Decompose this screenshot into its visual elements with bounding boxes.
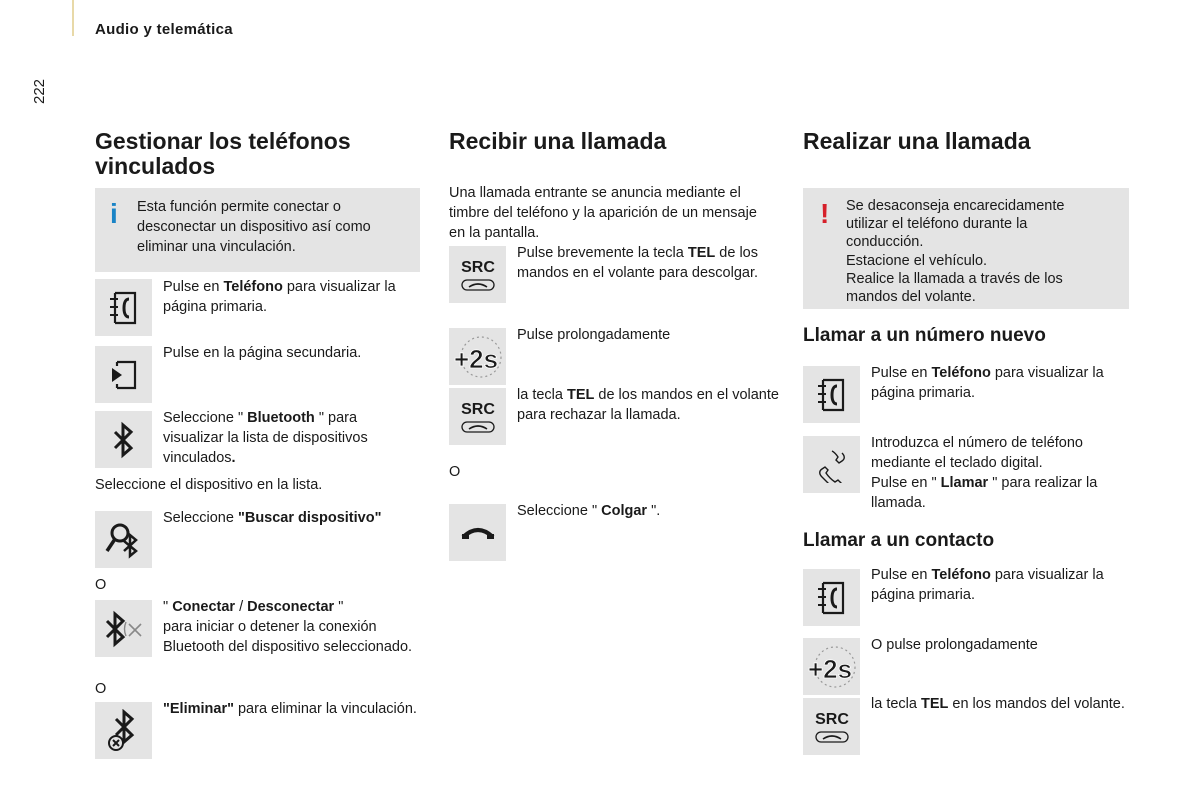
two-s-label: +2s [453,343,498,374]
src-tel-icon-3 [803,698,860,755]
info-icon: i [110,198,118,229]
src-label: SRC [460,400,495,418]
page-forward-icon [95,346,152,403]
warning-note-text: Se desaconseja encarecidamente utilizar el teléfono durante la conducción. Estacione el vehículo. Realice la llamada a través de los mandos del volante. [846,198,1065,306]
col1-step3-text: Seleccione " Bluetooth " para visualizar la lista de dispositivos vinculados. [163,410,368,466]
col3-s2-step2-text: O pulse prolongadamente [871,637,1038,653]
col2-step4-text: Seleccione " Colgar ". [517,503,661,519]
col1-or1: O [95,577,107,593]
col3-subtitle-new-number: Llamar a un número nuevo [803,325,1046,346]
col2-step1-text: Pulse brevemente la tecla TEL de los mandos en el volante para descolgar. [517,245,759,281]
col3-s2-step1-text: Pulse en Teléfono para visualizar la página primaria. [871,567,1104,603]
src-label: SRC [460,258,495,276]
src-tel-icon [449,246,506,303]
col1-or2: O [95,681,107,697]
col2-title: Recibir una llamada [449,128,667,154]
search-device-icon [95,511,152,568]
bluetooth-icon [95,411,152,468]
long-press-2s-icon-2 [803,638,860,695]
col3-s2-step3-text: la tecla TEL en los mandos del volante. [871,696,1125,712]
col1-title: Gestionar los teléfonos vinculados [95,128,351,179]
phone-book-icon-2 [803,366,860,423]
col2-step3-text: la tecla TEL de los mandos en el volante para rechazar la llamada. [517,387,779,423]
src-tel-icon-2 [449,388,506,445]
col2-or1: O [449,464,461,480]
info-note-text: Esta función permite conectar o desconectar un dispositivo así como eliminar una vinculación. [137,199,371,255]
phone-book-icon-3 [803,569,860,626]
warning-icon: ! [820,198,830,229]
section-title: Audio y telemática [95,21,233,38]
page-number: 222 [31,78,48,104]
two-s-label: +2s [807,653,852,684]
col3-subtitle-contact: Llamar a un contacto [803,530,995,551]
warning-note [803,188,1129,309]
col1-step2-text: Pulse en la página secundaria. [163,345,362,361]
col1-step5-text: " Conectar / Desconectar " para iniciar o detener la conexión Bluetooth del dispositivo seleccionado. [163,599,413,655]
long-press-2s-icon [449,328,506,385]
col1-step4-text: Seleccione "Buscar dispositivo" [163,510,382,526]
col3-s1-step1-text: Pulse en Teléfono para visualizar la página primaria. [871,365,1104,401]
col1-select-line: Seleccione el dispositivo en la lista. [95,477,323,493]
phone-book-icon [95,279,152,336]
bluetooth-delete-icon [95,702,152,759]
info-note [95,188,420,272]
col3-s1-step2-text: Introduzca el número de teléfono mediante el teclado digital. Pulse en " Llamar " para realizar la llamada. [871,435,1098,511]
col3-title: Realizar una llamada [803,128,1031,154]
header-rule [72,0,74,36]
col1-step1-text: Pulse en Teléfono para visualizar la página primaria. [163,279,396,315]
bluetooth-connect-icon [95,600,152,657]
col2-intro: Una llamada entrante se anuncia mediante el timbre del teléfono y la aparición de un mensaje en la pantalla. [449,185,757,241]
handset-icon [803,436,860,493]
hang-up-icon [449,504,506,561]
col2-step2-text: Pulse prolongadamente [517,327,671,343]
col1-step6-text: "Eliminar" para eliminar la vinculación. [163,701,417,717]
src-label: SRC [814,710,849,728]
